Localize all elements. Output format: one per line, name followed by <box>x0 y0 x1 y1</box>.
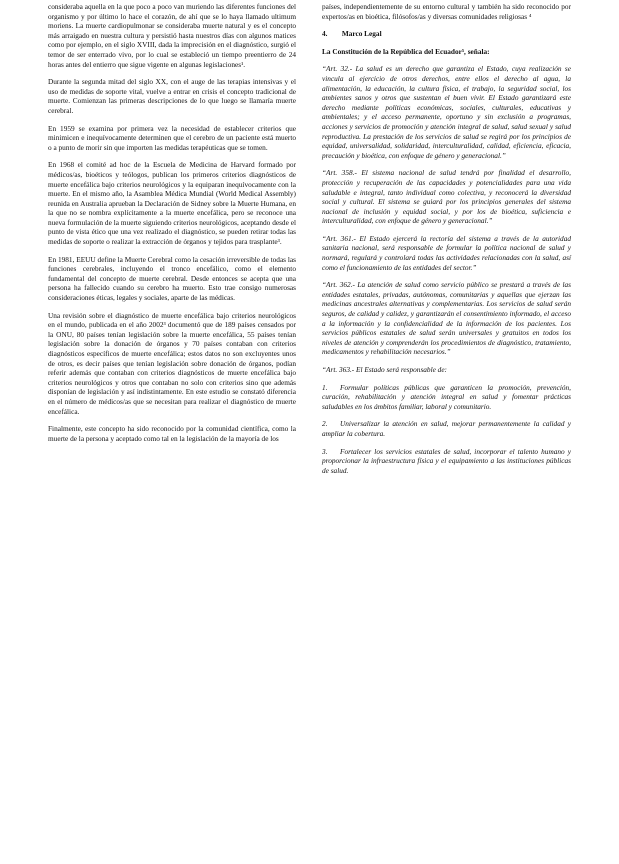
article-quote: “Art. 361.- El Estado ejercerá la rectoría del sistema a través de la autoridad sanitaria nacional, será responsable de formular la política nacional de salud y normará, regulará y controlará todas las actividades relacionadas con la salud, así como el funcionamiento de las entidades del sector.” <box>322 233 571 272</box>
body-paragraph: Una revisión sobre el diagnóstico de muerte encefálica bajo criterios neurológicos en el mundo, publicada en el año 2002³ documentó que de 189 países censados por la ONU, 80 países tenían legislación sobre la muerte encefálica, 55 países tenían legislación sobre la donación de órganos y 70 países contaban con criterios diagnósticos específicos de muerte encefálica; estos datos no son excluyentes unos de otros, es decir países que tenían legislación sobre donación de órganos, podían referir además que contaban con criterios diagnósticos de muerte encefálica bajo criterios neurológicos y otros que contaban no solo con criterios sino que además disponían de legislación y así indistintamente. En este estudio se constató diferencia en el número de médicos/as que se necesitan para realizar el diagnóstico de muerte encefálica. <box>48 310 296 416</box>
list-item-text: Universalizar la atención en salud, mejorar permanentemente la calidad y ampliar la cobertura. <box>322 419 571 438</box>
article-quote: “Art. 32.- La salud es un derecho que garantiza el Estado, cuya realización se vincula al ejercicio de otros derechos, entre ellos el derecho al agua, la alimentación, la educación, la cultura física, el trabajo, la seguridad social, los ambientes sanos y otros que sustentan el buen vivir. El Estado garantizará este derecho mediante políticas económicas, sociales, culturales, educativas y ambientales; y el acceso permanente, oportuno y sin exclusión a programas, acciones y servicios de promoción y atención integral de salud, salud sexual y salud reproductiva. La prestación de los servicios de salud se regirá por los principios de equidad, universalidad, solidaridad, interculturalidad, calidad, eficiencia, eficacia, precaución y bioética, con enfoque de género y generacional.” <box>322 64 571 160</box>
body-paragraph: países, independientemente de su entorno cultural y también ha sido reconocido por expertos/as en bioética, filósofos/as y diversas comunidades religiosas ⁴ <box>322 2 571 21</box>
body-paragraph: Durante la segunda mitad del siglo XX, con el auge de las terapias intensivas y el uso de medidas de soporte vital, vuelve a entrar en crisis el concepto tradicional de muerte. Comienzan las primeras descripciones de lo que luego se llamaría muerte cerebral. <box>48 77 296 115</box>
constitution-intro: La Constitución de la República del Ecuador⁵, señala: <box>322 46 490 56</box>
article-quote: “Art. 363.- El Estado será responsable de: <box>322 365 447 374</box>
body-paragraph: Finalmente, este concepto ha sido reconocido por la comunidad científica, como la muerte de la persona y aceptado como tal en la legislación de la mayoría de los <box>48 424 296 443</box>
article-quote: “Art. 362.- La atención de salud como servicio público se prestará a través de las entidades estatales, privadas, autónomas, comunitarias y aquellas que ejerzan las medicinas ancestrales alternativas y complementarias. Los servicios de salud serán seguros, de calidad y calidez, y garantizarán el consentimiento informado, el acceso a la información y la confidencialidad de la información de los pacientes. Los servicios públicos estatales de salud serán universales y gratuitos en todos los niveles de atención y comprenderán los procedimientos de diagnóstico, tratamiento, medicamentos y rehabilitación necesarios.” <box>322 280 571 357</box>
left-column <box>48 2 296 451</box>
body-paragraph: En 1981, EEUU define la Muerte Cerebral como la cesación irreversible de todas las funciones cerebrales, incluyendo el tronco encefálico, como el elemento fundamental del concepto de muerte cerebral. Desde entonces se acepta que una persona ha fallecido cuando su cerebro ha muerto. Esto trae consigo numerosas consideraciones éticas, legales y sociales, aparte de las médicas. <box>48 254 296 303</box>
list-item <box>322 447 571 476</box>
section-number: 4. <box>322 29 328 39</box>
article-quote: “Art. 358.- El sistema nacional de salud tendrá por finalidad el desarrollo, protección y recuperación de las capacidades y potencialidades para una vida saludable e integral, tanto individual como colectiva, y reconocerá la diversidad social y cultural. El sistema se guiará por los principios generales del sistema nacional de inclusión y equidad social, y por los de bioética, suficiencia e interculturalidad, con enfoque de género y generacional.” <box>322 168 571 226</box>
body-paragraph: En 1968 el comité ad hoc de la Escuela de Medicina de Harvard formado por médicos/as, bioéticos y teólogos, publican los primeros criterios diagnósticos de muerte encefálica bajo criterios neurológicos y la equiparan inequívocamente con la muerte. En el mismo año, la Asamblea Médica Mundial (World Medical Assembly) reunida en Australia aprueban la Declaración de Sidney sobre la Muerte Humana, en la que no se nombra explícitamente a la muerte encefálica, pero se reconoce una nueva formulación de la muerte siguiendo criterios neurológicos, aceptando desde el punto de vista ético que una vez realizado el diagnóstico, se pueden retirar todas las medidas de soporte o realizar la extracción de órganos y tejidos para trasplante³. <box>48 160 296 247</box>
body-paragraph: En 1959 se examina por primera vez la necesidad de establecer criterios que minimicen e inequívocamente determinen que el cerebro de un paciente está muerto o a punto de morir sin que importen las medidas terapéuticas que se tomen. <box>48 123 296 152</box>
body-paragraph: consideraba aquella en la que poco a poco van muriendo las diferentes funciones del organismo y por último lo hace el corazón, de ahí que se lo haya llamado ultimum moriens. La muerte cardiopulmonar se consideraba muerte natural y es el concepto más arraigado en nuestra cultura y persistió hasta nuestros días con algunos matices como por ejemplo, en el siglo XVIII, dada la imprecisión en el diagnóstico, surgió el temor de ser enterrado vivo, por lo cual se estableció un tiempo preentierro de 24 horas antes del entierro que sigue vigente en algunas legislaciones¹. <box>48 2 296 69</box>
list-item-number: 2. <box>322 419 328 429</box>
section-title: Marco Legal <box>341 29 382 39</box>
list-item-text: Formular políticas públicas que garanticen la promoción, prevención, curación, rehabilitación y atención integral en salud y fomentar prácticas saludables en los ámbitos familiar, laboral y comunitario. <box>322 382 571 411</box>
list-item-text: Fortalecer los servicios estatales de salud, incorporar el talento humano y proporcionar la infraestructura física y el equipamiento a las instituciones públicas de salud. <box>322 446 571 475</box>
list-item <box>322 383 571 412</box>
list-item <box>322 419 571 438</box>
right-column <box>322 2 571 483</box>
list-item-number: 3. <box>322 446 328 456</box>
list-item-number: 1. <box>322 382 328 392</box>
section-heading <box>322 29 571 39</box>
